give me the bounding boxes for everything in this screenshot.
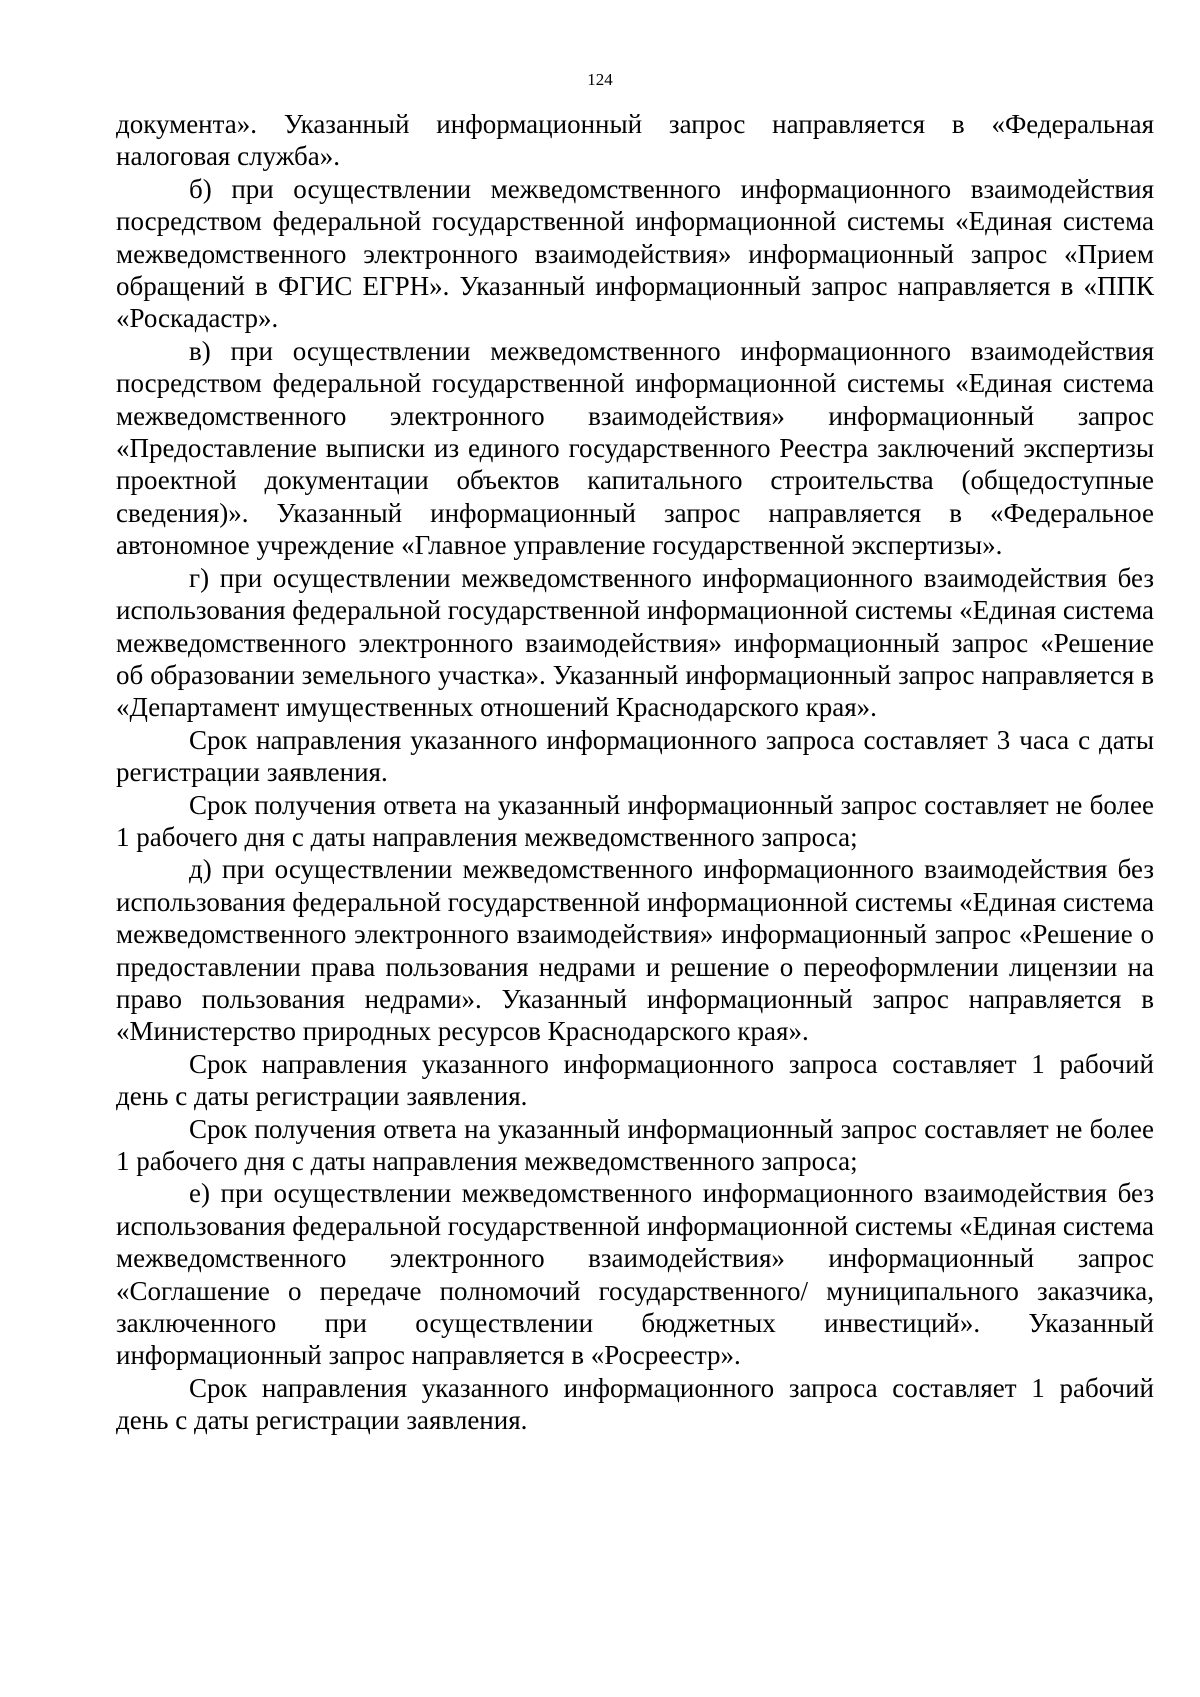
paragraph-item-g: г) при осуществлении межведомственного информационного взаимодействия без использования федеральной государственной информационной системы «Единая система межведомственного электронного взаимодействия» информационный запрос «Решение об образовании земельного участка». Указанный информационный запрос направляется в «Департамент имущественных отношений Краснодарского края».	[116, 562, 1154, 723]
paragraph-request-deadline: Срок направления указанного информационного запроса составляет 1 рабочий день с даты регистрации заявления.	[116, 1372, 1154, 1436]
paragraph-item-d: д) при осуществлении межведомственного информационного взаимодействия без использования федеральной государственной информационной системы «Единая система межведомственного электронного взаимодействия» информационный запрос «Решение о предоставлении права пользования недрами и решение о переоформлении лицензии на право пользования недрами». Указанный информационный запрос направляется в «Министерство природных ресурсов Краснодарского края».	[116, 854, 1154, 1047]
document-body	[116, 108, 1154, 1437]
paragraph-item-e: е) при осуществлении межведомственного информационного взаимодействия без использования федеральной государственной информационной системы «Единая система межведомственного электронного взаимодействия» информационный запрос «Соглашение о передаче полномочий государственного/ муниципального заказчика, заключенного при осуществлении бюджетных инвестиций». Указанный информационный запрос направляется в «Росреестр».	[116, 1178, 1154, 1371]
paragraph-response-deadline: Срок получения ответа на указанный информационный запрос составляет не более 1 рабочего дня с даты направления межведомственного запроса;	[116, 789, 1154, 852]
paragraph-request-deadline: Срок направления указанного информационного запроса составляет 1 рабочий день с даты регистрации заявления.	[116, 1048, 1154, 1112]
paragraph-item-v: в) при осуществлении межведомственного информационного взаимодействия посредством федеральной государственной информационной системы «Единая система межведомственного электронного взаимодействия» информационный запрос «Предоставление выписки из единого государственного Реестра заключений экспертизы проектной документации объектов капитального строительства (общедоступные сведения)». Указанный информационный запрос направляется в «Федеральное автономное учреждение «Главное управление государственной экспертизы».	[116, 335, 1154, 561]
paragraph-continuation: документа». Указанный информационный запрос направляется в «Федеральная налоговая служба».	[116, 109, 1154, 172]
paragraph-item-b: б) при осуществлении межведомственного информационного взаимодействия посредством федеральной государственной информационной системы «Единая система межведомственного электронного взаимодействия» информационный запрос «Прием обращений в ФГИС ЕГРН». Указанный информационный запрос направляется в «ППК «Роскадастр».	[116, 173, 1154, 334]
paragraph-request-deadline: Срок направления указанного информационного запроса составляет 3 часа с даты регистрации заявления.	[116, 724, 1154, 788]
page-number: 124	[587, 70, 613, 89]
paragraph-response-deadline: Срок получения ответа на указанный информационный запрос составляет не более 1 рабочего дня с даты направления межведомственного запроса;	[116, 1113, 1154, 1176]
